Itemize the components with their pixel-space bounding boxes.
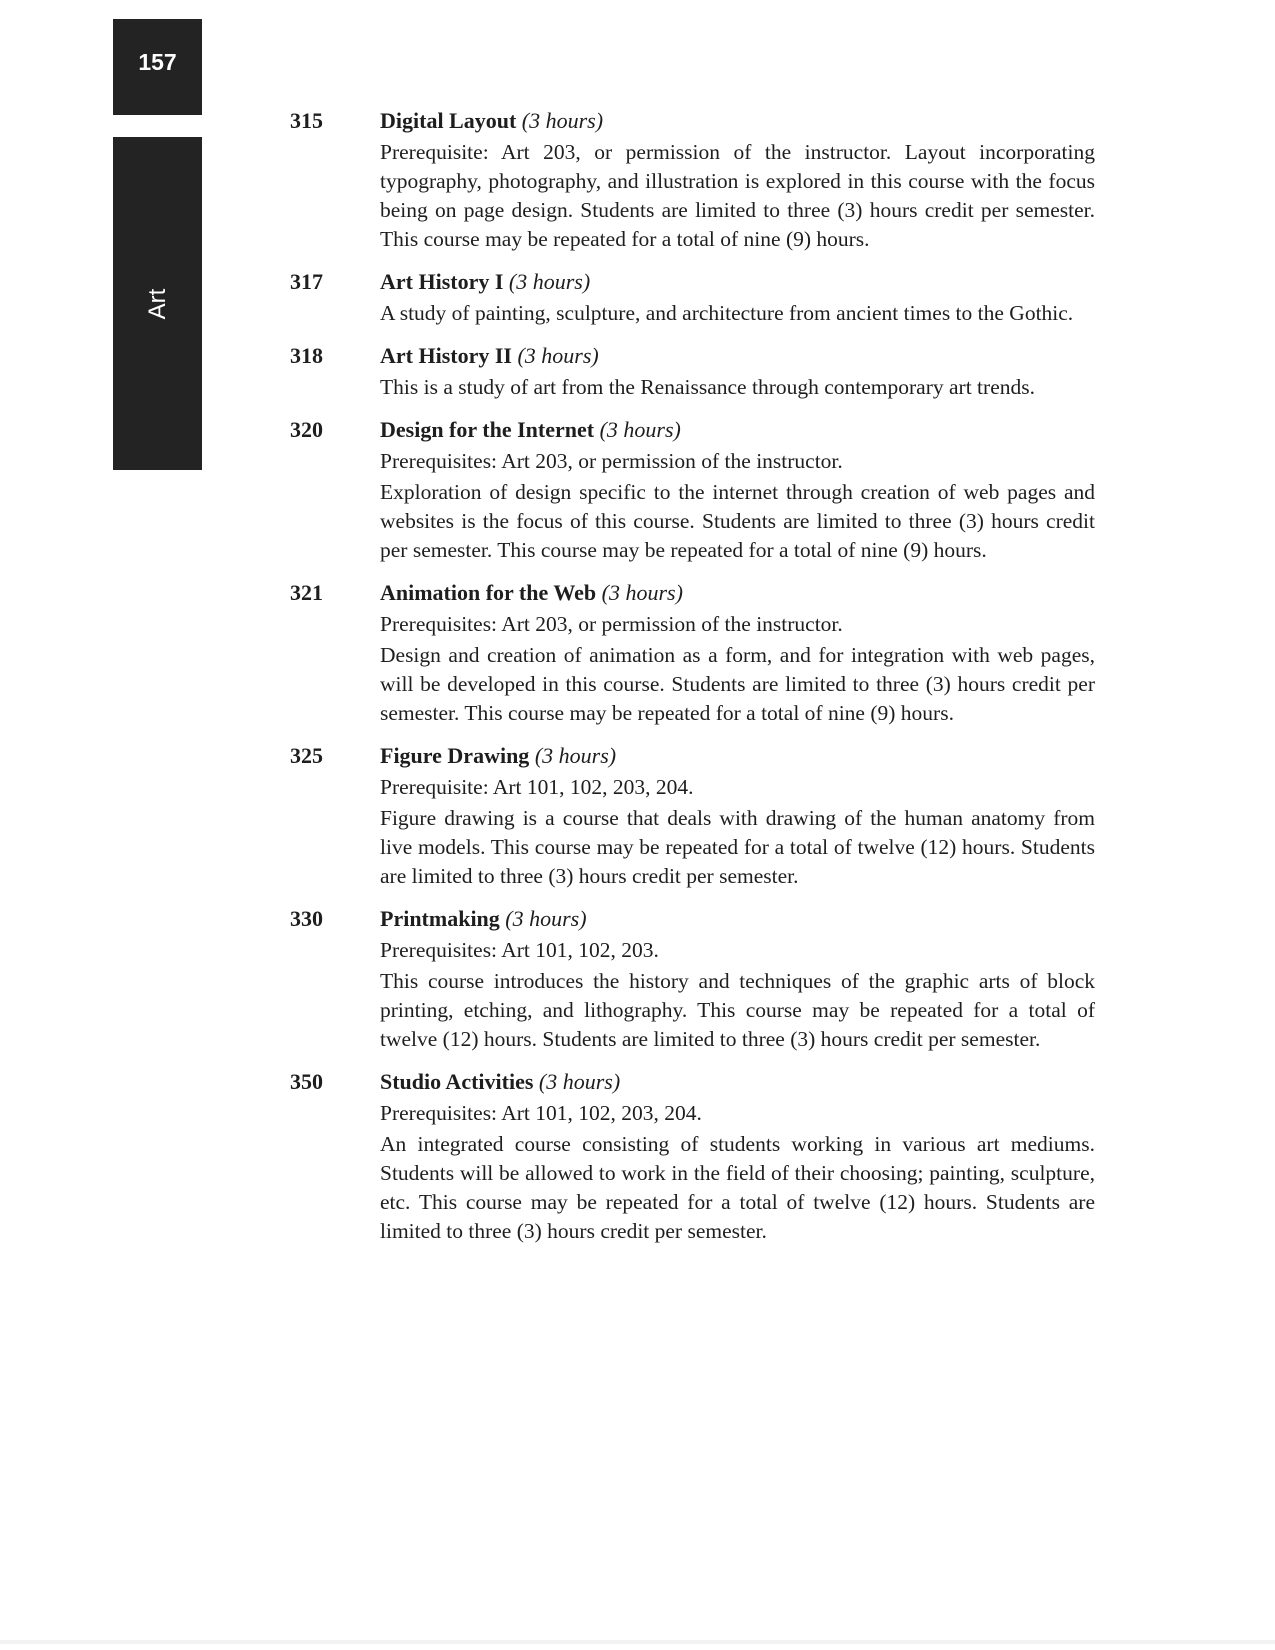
course-number: 321	[290, 580, 323, 605]
course-number: 317	[290, 269, 323, 294]
course-hours: (3 hours)	[505, 906, 587, 931]
course-prerequisites: Prerequisites: Art 203, or permission of the instructor.	[380, 449, 843, 473]
course-title-line	[380, 741, 1095, 771]
course-body	[380, 415, 1095, 565]
section-label: Art	[143, 288, 171, 320]
course-body	[380, 904, 1095, 1054]
course-prerequisites: Prerequisite: Art 101, 102, 203, 204.	[380, 775, 694, 799]
course-body	[380, 1067, 1095, 1246]
course-title: Art History I	[380, 269, 504, 294]
course-number: 320	[290, 417, 323, 442]
course-title: Printmaking	[380, 906, 500, 931]
course-entry	[290, 578, 1095, 728]
course-hours: (3 hours)	[521, 108, 604, 133]
course-number: 330	[290, 906, 323, 931]
course-number: 318	[290, 343, 323, 368]
course-entry	[290, 341, 1095, 402]
course-number: 350	[290, 1069, 323, 1094]
course-body	[380, 106, 1095, 254]
page-bottom-edge	[0, 1640, 1275, 1644]
course-body	[380, 341, 1095, 402]
course-hours: (3 hours)	[599, 417, 681, 442]
course-body	[380, 267, 1095, 328]
course-entry	[290, 106, 1095, 254]
course-entry	[290, 741, 1095, 891]
course-number: 325	[290, 743, 323, 768]
course-title: Digital Layout	[380, 108, 517, 133]
course-list	[290, 106, 1095, 1259]
course-entry	[290, 1067, 1095, 1246]
course-number: 315	[290, 108, 323, 133]
course-hours: (3 hours)	[538, 1069, 621, 1094]
course-title-line	[380, 106, 1095, 136]
page-number: 157	[138, 49, 177, 75]
course-title: Figure Drawing	[380, 743, 530, 768]
section-tab	[113, 137, 202, 470]
course-description: Design and creation of animation as a form, and for integration with web pages, will be developed in this course. Students are limited to three (3) hours credit per semester. This course may be repeated for a total of nine (9) hours.	[380, 643, 1095, 725]
course-entry	[290, 415, 1095, 565]
course-hours: (3 hours)	[508, 269, 591, 294]
course-description: A study of painting, sculpture, and architecture from ancient times to the Gothic.	[380, 301, 1074, 325]
course-title: Design for the Internet	[380, 417, 595, 442]
course-prerequisites: Prerequisites: Art 203, or permission of the instructor.	[380, 612, 843, 636]
course-title: Art History II	[380, 343, 512, 368]
course-description: Exploration of design specific to the internet through creation of web pages and websites is the focus of this course. Students are limited to three (3) hours credit per semester. This course may be repeated for a total of nine (9) hours.	[380, 480, 1095, 562]
course-title-line	[380, 341, 1095, 371]
course-title-line	[380, 267, 1095, 297]
course-title-line	[380, 1067, 1095, 1097]
course-hours: (3 hours)	[534, 743, 617, 768]
course-prerequisites: Prerequisites: Art 101, 102, 203, 204.	[380, 1101, 702, 1125]
course-hours: (3 hours)	[517, 343, 599, 368]
course-description: Figure drawing is a course that deals with drawing of the human anatomy from live models. This course may be repeated for a total of twelve (12) hours. Students are limited to three (3) hours credit per semester.	[380, 806, 1095, 888]
course-title-line	[380, 415, 1095, 445]
course-entry	[290, 267, 1095, 328]
course-prerequisites: Prerequisites: Art 101, 102, 203.	[380, 938, 659, 962]
page-number-tab	[113, 19, 202, 115]
course-title-line	[380, 578, 1095, 608]
course-title: Studio Activities	[380, 1069, 534, 1094]
course-title-line	[380, 904, 1095, 934]
course-entry	[290, 904, 1095, 1054]
course-body	[380, 741, 1095, 891]
course-description: This course introduces the history and techniques of the graphic arts of block printing, etching, and lithography. This course may be repeated for a total of twelve (12) hours. Students are limited to three (3) hours credit per semester.	[380, 969, 1095, 1051]
course-title: Animation for the Web	[380, 580, 597, 605]
course-hours: (3 hours)	[601, 580, 683, 605]
course-body	[380, 578, 1095, 728]
course-description: Prerequisite: Art 203, or permission of the instructor. Layout incorporating typography, photography, and illustration is explored in this course with the focus being on page design. Students are limited to three (3) hours credit per semester. This course may be repeated for a total of nine (9) hours.	[380, 140, 1095, 251]
course-description: An integrated course consisting of students working in various art mediums. Students will be allowed to work in the field of their choosing; painting, sculpture, etc. This course may be repeated for a total of twelve (12) hours. Students are limited to three (3) hours credit per semester.	[380, 1132, 1095, 1243]
course-description: This is a study of art from the Renaissance through contemporary art trends.	[380, 375, 1035, 399]
